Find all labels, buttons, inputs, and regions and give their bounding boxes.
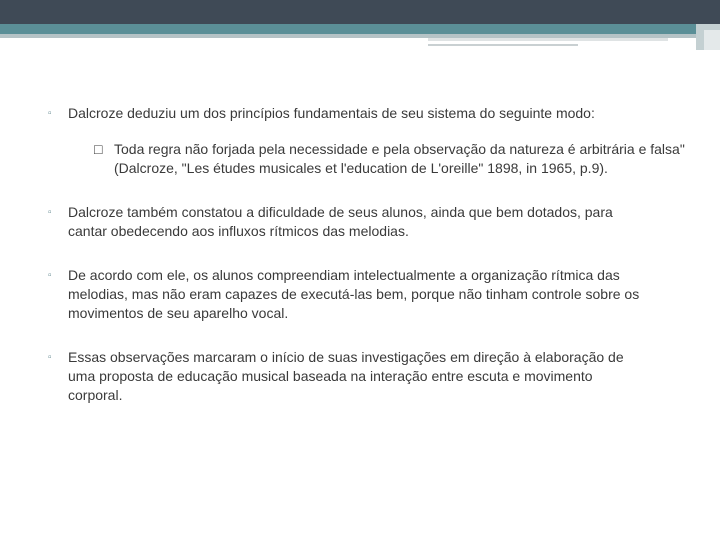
quote-text: Toda regra não forjada pela necessidade e pela observação da natureza é arbitrária e falsa" (Dalcroze, "Les études musicales et l'education de L'oreille" 1898, in 1965, p.9).	[114, 141, 685, 176]
bullet-text: De acordo com ele, os alunos compreendiam intelectualmente a organização rítmica das melodias, mas não eram capazes de executá-las bem, porque não tinham controle sobre os movimentos de seu aparelho vocal.	[68, 267, 640, 321]
bullet-icon: ▫	[48, 352, 52, 363]
bullet-text: Dalcroze também constatou a dificuldade de seus alunos, ainda que bem dotados, para cantar obedecendo aos influxos rítmicos das melodias.	[68, 204, 613, 239]
sub-bullet-icon: □	[94, 141, 103, 157]
sub-bullet-item	[94, 140, 689, 178]
bullet-icon: ▫	[48, 108, 52, 119]
decorative-line-short	[428, 44, 578, 46]
header-accent-band	[0, 24, 720, 34]
bullet-icon: ▫	[48, 270, 52, 281]
bullet-item	[48, 104, 648, 123]
slide-body	[48, 104, 685, 430]
corner-decoration-inner	[704, 30, 720, 50]
bullet-text: Dalcroze deduziu um dos princípios fundamentais de seu sistema do seguinte modo:	[68, 105, 595, 121]
bullet-text: Essas observações marcaram o início de suas investigações em direção à elaboração de uma proposta de educação musical baseada na interação entre escuta e movimento corporal.	[68, 349, 624, 403]
decorative-line	[428, 38, 668, 41]
bullet-item	[48, 266, 648, 323]
bullet-item	[48, 348, 648, 405]
header-bar	[0, 0, 720, 24]
bullet-icon: ▫	[48, 207, 52, 218]
bullet-item	[48, 203, 648, 241]
